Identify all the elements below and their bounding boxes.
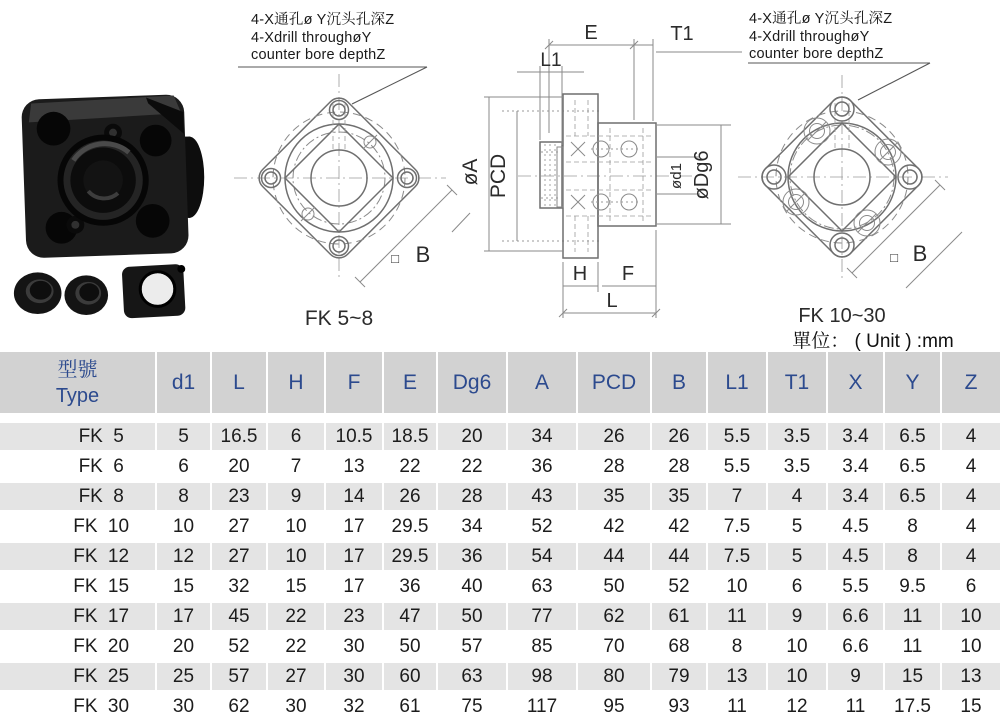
header-T1: T1 [768,352,828,423]
header-d1: d1 [157,352,212,423]
b-square-symbol: □ [890,250,898,265]
value-cell: 35 [578,483,652,513]
value-cell: 44 [578,543,652,573]
value-cell: 36 [438,543,508,573]
value-cell: 20 [157,633,212,663]
value-cell: 17.5 [885,693,942,723]
model-series: FK [73,575,98,597]
value-cell: 6.5 [885,453,942,483]
callout-line-zh: 4-X通孔ø Y沉头孔深Z [251,12,395,28]
value-cell: 30 [326,663,384,693]
model-series: FK [73,545,98,567]
value-cell: 77 [508,603,578,633]
value-cell: 6 [942,573,1000,603]
value-cell: 29.5 [384,513,438,543]
value-cell: 10 [268,513,326,543]
value-cell: 36 [508,453,578,483]
model-size: 20 [107,635,130,657]
value-cell: 62 [212,693,268,723]
value-cell: 7 [268,453,326,483]
header-L1: L1 [708,352,768,423]
value-cell: 52 [212,633,268,663]
value-cell: 25 [157,663,212,693]
value-cell: 3.5 [768,423,828,453]
value-cell: 43 [508,483,578,513]
value-cell: 50 [578,573,652,603]
value-cell: 11 [828,693,885,723]
value-cell: 9 [828,663,885,693]
value-cell: 5 [768,543,828,573]
value-cell: 27 [212,513,268,543]
value-cell: 36 [384,573,438,603]
value-cell: 17 [326,513,384,543]
value-cell: 28 [578,453,652,483]
svg-text:L1: L1 [540,50,562,71]
b-square-symbol: □ [391,251,399,266]
value-cell: 28 [438,483,508,513]
svg-text:E: E [584,22,598,44]
header-type-zh: 型號 [57,358,98,381]
value-cell: 26 [578,423,652,453]
value-cell: 5.5 [708,453,768,483]
model-size: 5 [113,425,124,447]
value-cell: 4.5 [828,543,885,573]
value-cell: 61 [652,603,708,633]
model-series: FK [73,695,98,717]
value-cell: 14 [326,483,384,513]
nut-hatch [541,144,561,206]
table-header [0,352,1000,423]
table-row [0,423,1000,453]
value-cell: 63 [508,573,578,603]
table-row [0,633,1000,663]
header-type-en: Type [55,384,100,407]
dim-H [563,262,598,318]
table-row [0,513,1000,543]
front-view-fk5-8 [234,74,457,330]
value-cell: 80 [578,663,652,693]
value-cell: 50 [438,603,508,633]
value-cell: 57 [438,633,508,663]
header-X: X [828,352,885,423]
svg-text:øA: øA [459,158,482,186]
table-row [0,573,1000,603]
svg-text:PCD: PCD [487,153,510,199]
value-cell: 4 [942,423,1000,453]
value-cell: 16.5 [212,423,268,453]
table-body [0,423,1000,723]
model-cell [0,573,157,603]
header-PCD: PCD [578,352,652,423]
model-cell [0,603,157,633]
value-cell: 20 [212,453,268,483]
model-size: 30 [107,695,130,717]
value-cell: 40 [438,573,508,603]
value-cell: 75 [438,693,508,723]
model-size: 17 [107,605,130,627]
value-cell: 35 [652,483,708,513]
value-cell: 47 [384,603,438,633]
value-cell: 3.4 [828,453,885,483]
header-B: B [652,352,708,423]
value-cell: 62 [578,603,652,633]
value-cell: 22 [268,603,326,633]
value-cell: 4.5 [828,513,885,543]
value-cell: 50 [384,633,438,663]
leader-left [238,67,427,104]
value-cell: 6 [268,423,326,453]
model-series: FK [73,665,98,687]
value-cell: 5 [768,513,828,543]
dim-L [559,290,660,317]
value-cell: 10 [708,573,768,603]
value-cell: 8 [708,633,768,663]
model-cell [0,483,157,513]
value-cell: 22 [438,453,508,483]
value-cell: 95 [578,693,652,723]
value-cell: 18.5 [384,423,438,453]
table-row [0,603,1000,633]
value-cell: 3.5 [768,453,828,483]
value-cell: 23 [326,603,384,633]
value-cell: 20 [438,423,508,453]
b-dim-label: B [912,241,928,266]
value-cell: 52 [652,573,708,603]
value-cell: 10 [942,603,1000,633]
model-series: FK [78,485,103,507]
table-row [0,543,1000,573]
model-size: 8 [113,485,124,507]
value-cell: 27 [212,543,268,573]
leader-right [748,63,930,100]
unit-note: 單位： ( Unit ) :mm [792,331,954,352]
value-cell: 30 [268,693,326,723]
value-cell: 54 [508,543,578,573]
header-Z: Z [942,352,1000,423]
value-cell: 6 [768,573,828,603]
value-cell: 29.5 [384,543,438,573]
value-cell: 44 [652,543,708,573]
dim-E [545,22,638,133]
value-cell: 42 [652,513,708,543]
value-cell: 3.4 [828,483,885,513]
value-cell: 63 [438,663,508,693]
model-size: 12 [107,545,130,567]
value-cell: 6.5 [885,423,942,453]
value-cell: 52 [508,513,578,543]
value-cell: 7.5 [708,543,768,573]
value-cell: 30 [157,693,212,723]
value-cell: 6.6 [828,603,885,633]
section-view [452,22,742,318]
value-cell: 12 [157,543,212,573]
value-cell: 15 [942,693,1000,723]
model-series: FK [73,635,98,657]
value-cell: 13 [708,663,768,693]
caption-fk5-8: FK 5~8 [304,307,374,330]
value-cell: 6.5 [885,483,942,513]
table-row [0,693,1000,723]
svg-text:øDg6: øDg6 [691,150,713,200]
value-cell: 4 [942,543,1000,573]
header-type [0,352,157,423]
value-cell: 79 [652,663,708,693]
value-cell: 10.5 [326,423,384,453]
value-cell: 9 [268,483,326,513]
value-cell: 11 [885,603,942,633]
table-row [0,483,1000,513]
svg-text:H: H [572,263,588,285]
value-cell: 11 [708,603,768,633]
value-cell: 17 [326,543,384,573]
front-view-fk10-30 [738,75,962,327]
svg-text:L: L [606,290,618,312]
caption-fk10-30: FK 10~30 [798,305,886,327]
value-cell: 11 [885,633,942,663]
model-cell [0,543,157,573]
value-cell: 4 [942,513,1000,543]
model-series: FK [73,515,98,537]
model-size: 6 [113,455,124,477]
table-row [0,663,1000,693]
value-cell: 30 [326,633,384,663]
model-size: 25 [107,665,130,687]
value-cell: 26 [384,483,438,513]
model-cell [0,663,157,693]
bearing-symbols [571,141,639,210]
value-cell: 10 [768,663,828,693]
header-F: F [326,352,384,423]
model-cell [0,423,157,453]
model-cell [0,453,157,483]
callout-line-zh: 4-X通孔ø Y沉头孔深Z [749,11,893,27]
value-cell: 9.5 [885,573,942,603]
model-size: 10 [107,515,130,537]
value-cell: 9 [768,603,828,633]
value-cell: 32 [212,573,268,603]
value-cell: 42 [578,513,652,543]
dim-PCD [487,111,517,241]
value-cell: 13 [942,663,1000,693]
value-cell: 45 [212,603,268,633]
value-cell: 22 [384,453,438,483]
value-cell: 10 [768,633,828,663]
value-cell: 34 [438,513,508,543]
value-cell: 93 [652,693,708,723]
value-cell: 32 [326,693,384,723]
svg-text:T1: T1 [670,23,694,45]
value-cell: 98 [508,663,578,693]
value-cell: 8 [157,483,212,513]
value-cell: 10 [942,633,1000,663]
value-cell: 4 [942,453,1000,483]
header-Y: Y [885,352,942,423]
value-cell: 68 [652,633,708,663]
value-cell: 15 [157,573,212,603]
value-cell: 15 [268,573,326,603]
value-cell: 61 [384,693,438,723]
value-cell: 17 [157,603,212,633]
value-cell: 7.5 [708,513,768,543]
value-cell: 12 [768,693,828,723]
callout-line-en2: counter bore depthZ [251,47,386,63]
header-E: E [384,352,438,423]
model-cell [0,513,157,543]
model-cell [0,693,157,723]
value-cell: 10 [157,513,212,543]
value-cell: 13 [326,453,384,483]
value-cell: 5.5 [828,573,885,603]
value-cell: 5.5 [708,423,768,453]
b-dimension-large [847,180,962,288]
value-cell: 3.4 [828,423,885,453]
value-cell: 4 [768,483,828,513]
value-cell: 6.6 [828,633,885,663]
value-cell: 85 [508,633,578,663]
table-row [0,453,1000,483]
value-cell: 11 [708,693,768,723]
value-cell: 7 [708,483,768,513]
value-cell: 8 [885,513,942,543]
dimension-table [0,352,1000,723]
value-cell: 27 [268,663,326,693]
callout-line-en1: 4-Xdrill throughøY [251,29,372,46]
value-cell: 22 [268,633,326,663]
value-cell: 5 [157,423,212,453]
header-H: H [268,352,326,423]
callout-line-en1: 4-Xdrill throughøY [749,28,870,45]
value-cell: 23 [212,483,268,513]
value-cell: 34 [508,423,578,453]
model-size: 15 [107,575,130,597]
model-series: FK [78,425,103,447]
header-A: A [508,352,578,423]
value-cell: 10 [268,543,326,573]
technical-drawings [0,0,1000,350]
header-Dg6: Dg6 [438,352,508,423]
model-series: FK [73,605,98,627]
value-cell: 60 [384,663,438,693]
svg-text:ød1: ød1 [668,163,685,189]
value-cell: 28 [652,453,708,483]
value-cell: 4 [942,483,1000,513]
b-dim-label: B [415,242,431,267]
callout-line-en2: counter bore depthZ [749,46,884,62]
dim-T1 [634,23,742,121]
value-cell: 26 [652,423,708,453]
value-cell: 6 [157,453,212,483]
value-cell: 57 [212,663,268,693]
value-cell: 15 [885,663,942,693]
value-cell: 117 [508,693,578,723]
model-series: FK [78,455,103,477]
value-cell: 8 [885,543,942,573]
model-cell [0,633,157,663]
svg-text:F: F [621,263,635,285]
value-cell: 70 [578,633,652,663]
value-cell: 17 [326,573,384,603]
header-L: L [212,352,268,423]
